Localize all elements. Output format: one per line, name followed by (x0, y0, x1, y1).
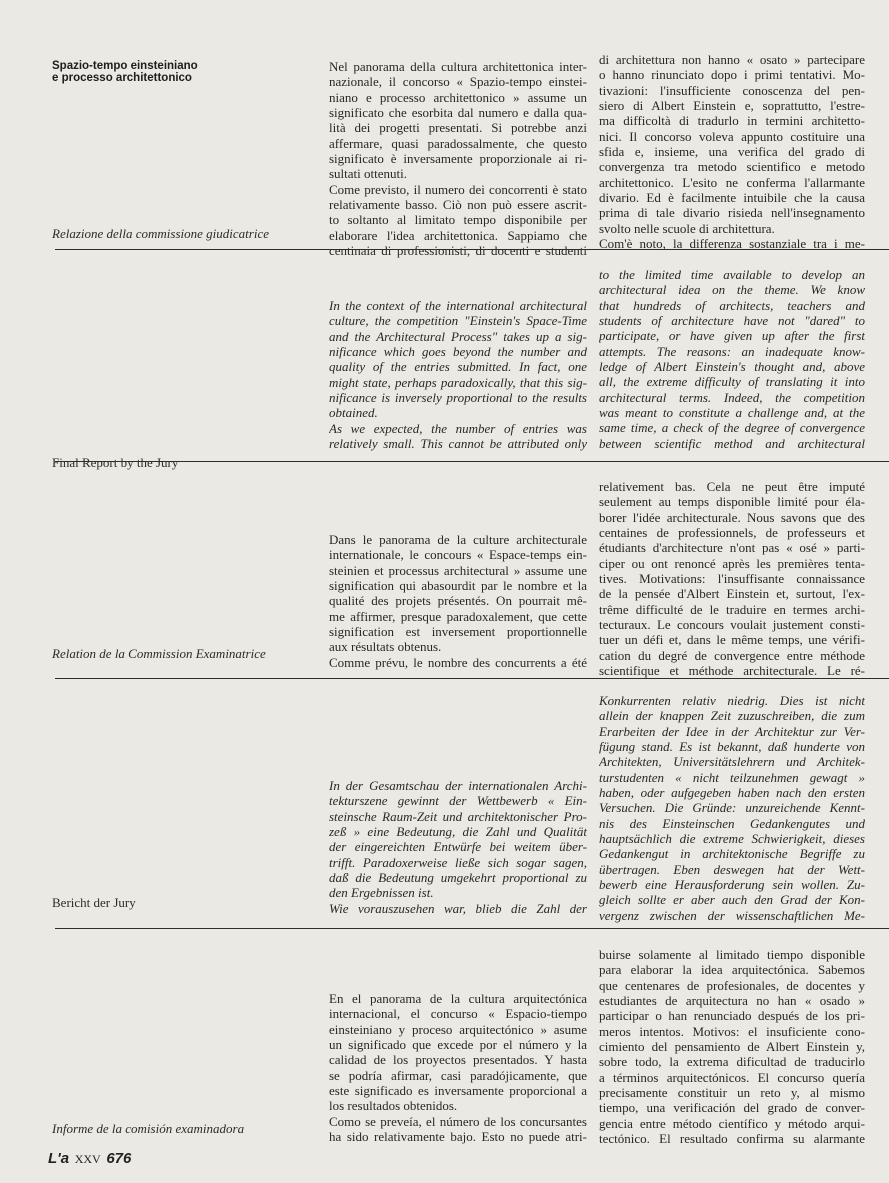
text-line: Com'è noto, la differenza sostanziale tra i me- (599, 236, 865, 252)
text-line: ma difficoltà di tradurlo in termini architetto- (599, 113, 865, 129)
text-line: sfida e, insieme, una verifica del grado di (599, 144, 865, 160)
text-line: attempts. The reasons: an inadequate know- (599, 343, 865, 359)
text-column-left (329, 298, 587, 451)
text-line: Nel panorama della cultura architettonica inter- (329, 59, 587, 74)
section-label: Bericht der Jury (52, 895, 136, 910)
text-line: para elaborar la idea arquitectónica. Sabemos (599, 962, 865, 978)
text-line: borer l'idée architecturale. Nous savons que des (599, 509, 865, 525)
text-line: and the Architectural Process" takes up a sig- (329, 328, 587, 344)
text-line: un significado que excede por el número y la (329, 1037, 587, 1053)
text-line: sultati ottenuti. (329, 166, 407, 182)
text-line: haben, oder aufgegeben haben nach den ersten (599, 785, 865, 801)
text-line: zeß » eine Bedeutung, die Zahl und Qualität (329, 824, 587, 840)
page-footer (48, 1150, 131, 1167)
text-line: In the context of the international architectural (329, 298, 587, 313)
text-line: lità dei progetti presentati. Si potrebbe anzi (329, 120, 587, 136)
text-line: Comme prévu, le nombre des concurrents a été (329, 654, 587, 670)
text-line: ledge of Albert Einstein's thought and, above (599, 359, 865, 375)
text-column-right (599, 52, 865, 251)
text-line: a términos arquitectónicos. El concurso quería (599, 1069, 865, 1085)
text-line: bewerb eine Herausforderung sein wollen. Zu- (599, 877, 865, 893)
text-line: Konkurrenten relativ niedrig. Dies ist nicht (599, 693, 865, 708)
text-line: svolto nelle scuole di architettura. (599, 220, 775, 236)
section-label: Informe de la comisión examinadora (52, 1121, 245, 1136)
text-column-left (329, 991, 587, 1144)
text-column-left (329, 532, 587, 670)
text-line: este significado es inversamente proporcional a (329, 1083, 587, 1099)
text-line: relatively small. This cannot be attributed only (329, 436, 587, 452)
text-line: los resultados obtenidos. (329, 1098, 458, 1114)
text-line: architectural terms. Indeed, the competition (599, 389, 865, 405)
text-column-left (329, 778, 587, 916)
page-number: 676 (106, 1150, 132, 1167)
text-line: same time, a check of the degree of convergence (599, 420, 865, 436)
text-line: Dans le panorama de la culture architecturale (329, 532, 587, 547)
text-line: scientifique et méthode architecturale. Le ré- (599, 663, 865, 679)
text-line: Gedankengut in architektonische Begriffe zu (599, 846, 865, 862)
text-line: trême difficulté de le traduire en termes archi- (599, 601, 865, 617)
text-line: divario. Ed è facilmente intuibile che la causa (599, 190, 865, 206)
text-line: between scientific method and architectural (599, 435, 865, 451)
text-line: relativement bas. Cela ne peut être imputé (599, 479, 865, 494)
text-line: tivazioni: l'insufficiente conoscenza del pen- (599, 82, 865, 98)
text-line: nificance is inversely proportional to the results (329, 390, 587, 406)
text-line: Wie vorauszusehen war, blieb die Zahl der (329, 900, 587, 916)
text-line: ha sido relativamente bajo. Esto no puede atri- (329, 1129, 587, 1145)
text-line: allein der knappen Zeit zuzuschreiben, die zum (599, 708, 865, 724)
text-line: der eingereichten Entwürfe bei weitem über- (329, 839, 587, 855)
section-label: Relation de la Commission Examinatrice (52, 646, 266, 661)
text-line: qualité des projets présentés. On pourrait mê- (329, 593, 587, 609)
text-line: vergenz zwischen der wissenschaftlichen Me- (599, 907, 865, 923)
text-line: trifft. Paradoxerweise ließe sich sogar sagen, (329, 854, 587, 870)
text-line: architettonico. L'esito ne conferma l'allarmante (599, 174, 865, 190)
text-line: que centenares de profesionales, de docentes y (599, 977, 865, 993)
text-line: nici. Il concorso voleva appunto costituire una (599, 128, 865, 144)
text-line: signification qui abasourdit par le nombre et la (329, 578, 587, 594)
text-line: precisamente constituir un reto y, al mismo (599, 1085, 865, 1101)
text-line: übertragen. Eben deswegen hat der Wett- (599, 861, 865, 877)
text-line: Erarbeiten der Idee in der Architektur zur Ver- (599, 723, 865, 739)
text-line: tives. Motivations: l'insuffisante connaissance (599, 571, 865, 587)
text-line: affermare, quasi paradossalmente, che questo (329, 135, 587, 151)
text-line: meros intentos. Motivos: el insuficiente cono- (599, 1023, 865, 1039)
article-heading-line: e processo architettonico (52, 72, 192, 84)
text-line: In der Gesamtschau der internationalen Archi- (329, 778, 587, 793)
text-line: steinien et processus architectural » assume une (329, 562, 587, 578)
text-line: that hundreds of architects, teachers and (599, 297, 865, 313)
text-line: centaines de professionnels, de professeurs et (599, 525, 865, 541)
text-line: aux résultats obtenus. (329, 639, 442, 655)
text-line: internacional, el concurso « Espacio-tiempo (329, 1006, 587, 1022)
text-line: o hanno rinunciato dopo i primi tentativi. Mo- (599, 67, 865, 83)
text-line: einsteiniano y proceso arquitectónico » asume (329, 1021, 587, 1037)
text-line: den Ergebnissen ist. (329, 885, 434, 901)
text-line: di architettura non hanno « osato » partecipare (599, 52, 865, 67)
section-divider (55, 249, 889, 250)
text-line: gleich sollte er aber auch den Grad der Kon- (599, 892, 865, 908)
text-line: internationale, le concours « Espace-temps ein- (329, 547, 587, 563)
text-line: hauptsächlich die extreme Schwierigkeit, dieses (599, 831, 865, 847)
text-line: quality of the entries submitted. In fact, one (329, 359, 587, 375)
text-line: tecturaux. Le concours voulait justement consti- (599, 617, 865, 633)
text-line: de la pensée d'Albert Einstein et, surtout, l'ex- (599, 586, 865, 602)
article-heading-line: Spazio-tempo einsteiniano (52, 60, 198, 72)
text-line: fügung stand. Es ist bekannt, daß hunderte von (599, 739, 865, 755)
text-line: prima di tale divario risieda nell'insegnamento (599, 205, 865, 221)
text-line: étudiants d'architecture n'ont pas « osé » parti- (599, 540, 865, 556)
text-line: se podría afirmar, casi paradójicamente, que (329, 1067, 587, 1083)
text-line: all, the extreme difficulty of translating it into (599, 374, 865, 390)
text-column-left (329, 59, 587, 258)
text-line: tuer un défi et, dans le même temps, une vérifi- (599, 632, 865, 648)
text-line: obtained. (329, 405, 378, 421)
text-line: signification est inversement proportionnelle (329, 624, 587, 640)
text-line: students of architecture have not "dared" to (599, 313, 865, 329)
text-line: gencia entre método científico y método arqui- (599, 1115, 865, 1131)
article-heading (52, 60, 282, 84)
text-line: tekturszene gewinnt der Wettbewerb « Ein- (329, 793, 587, 809)
section-label: Relazione della commissione giudicatrice (52, 226, 269, 241)
text-line: nis des Einsteinschen Gedankengutes und (599, 815, 865, 831)
text-line: Come previsto, il numero dei concorrenti è stato (329, 181, 587, 197)
text-line: calidad de los proyectos presentados. Y hasta (329, 1052, 587, 1068)
text-line: culture, the competition "Einstein's Space-Time (329, 313, 587, 329)
section-divider (55, 928, 889, 929)
text-line: siero di Albert Einstein e, soprattutto, l'estre- (599, 98, 865, 114)
text-line: tectónico. El resultado confirma su alarmante (599, 1131, 865, 1147)
text-line: nazionale, il concorso « Spazio-tempo einstei- (329, 74, 587, 90)
text-line: Como se preveía, el número de los concursantes (329, 1113, 587, 1129)
text-line: architectural idea on the theme. We know (599, 282, 865, 298)
text-line: was meant to constitute a challenge and, at the (599, 405, 865, 421)
text-column-right (599, 947, 865, 1146)
text-line: significato è inversamente proporzionale ai ri- (329, 151, 587, 167)
text-line: tiempo, una verificación del grado de conver- (599, 1100, 865, 1116)
text-column-right (599, 693, 865, 923)
text-line: seulement au temps disponible limité pour éla- (599, 494, 865, 510)
text-line: to the limited time available to develop an (599, 267, 865, 282)
text-line: steinsche Raum-Zeit und architektonischer Pro- (329, 808, 587, 824)
text-line: participar o han renunciado después de los pri- (599, 1008, 865, 1024)
text-line: niano e processo architettonico » assume un (329, 89, 587, 105)
magazine-logo: L'a (48, 1150, 70, 1167)
text-line: cation du degré de convergence entre méthode (599, 647, 865, 663)
section-divider (55, 461, 889, 462)
text-column-right (599, 267, 865, 451)
text-line: me affirmer, presque paradoxalement, que cette (329, 608, 587, 624)
text-line: Versuchen. Die Gründe: unzureichende Kennt- (599, 800, 865, 816)
text-line: convergenza tra metodo scientifico e metodo (599, 159, 865, 175)
text-line: sobre todo, la extrema dificultad de traducirlo (599, 1054, 865, 1070)
text-line: participate, or have given up after the first (599, 328, 865, 344)
text-line: significato che esorbita dal numero e dalla qua- (329, 105, 587, 121)
text-column-right (599, 479, 865, 678)
text-line: relativamente basso. Ciò non può essere ascrit- (329, 197, 587, 213)
text-line: nificance which goes beyond the number and (329, 344, 587, 360)
text-line: might state, perhaps paradoxically, that this sig- (329, 374, 587, 390)
text-line: turstudenten « nicht teilzunehmen gewagt » (599, 769, 865, 785)
section-divider (55, 678, 889, 679)
text-line: cimiento del pensamiento de Albert Einstein y, (599, 1039, 865, 1055)
text-line: to soltanto al limitato tempo disponibile per (329, 212, 587, 228)
text-line: As we expected, the number of entries was (329, 420, 587, 436)
volume-number: XXV (74, 1152, 101, 1166)
text-line: ciper ou ont renoncé après les premières tenta- (599, 555, 865, 571)
section-label: Final Report by the Jury (52, 455, 179, 470)
text-line: Architekten, Universitätslehrern und Architek- (599, 754, 865, 770)
text-line: daß die Bedeutung umgekehrt proportional zu (329, 870, 587, 886)
text-line: centinaia di professionisti, di docenti e studenti (329, 243, 587, 259)
text-line: En el panorama de la cultura arquitectónica (329, 991, 587, 1006)
text-line: estudiantes de arquitectura no han « osado » (599, 993, 865, 1009)
text-line: elaborare l'idea architettonica. Sappiamo che (329, 227, 587, 243)
text-line: buirse solamente al limitado tiempo disponible (599, 947, 865, 962)
